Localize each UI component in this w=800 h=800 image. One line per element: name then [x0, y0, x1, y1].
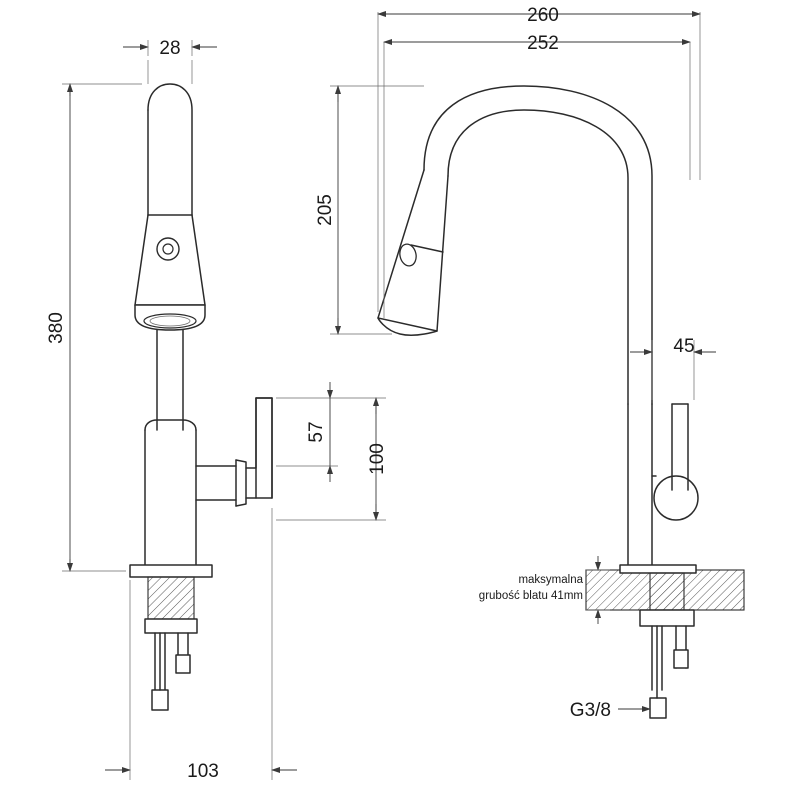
dim-label-body-depth: 45	[673, 336, 695, 357]
side-view-geometry	[378, 86, 744, 718]
dim-label-spout-height: 205	[315, 194, 336, 226]
note-max-worktop-thickness-line2: grubość blatu 41mm	[478, 590, 583, 602]
dim-label-base-width: 103	[187, 761, 219, 782]
note-max-worktop-thickness-line1: maksymalna	[518, 574, 583, 586]
label-thread-size: G3/8	[569, 700, 611, 721]
dim-label-spout-reach: 252	[527, 33, 559, 54]
dim-label-handle-clearance: 100	[367, 443, 388, 475]
front-view-geometry	[130, 84, 272, 710]
front-view-dimensions	[62, 40, 386, 780]
dim-label-total-height: 380	[46, 312, 67, 344]
dim-label-overall-reach: 260	[527, 5, 559, 26]
dim-label-spout-width: 28	[159, 38, 181, 59]
dim-label-lever-height: 57	[306, 421, 327, 443]
